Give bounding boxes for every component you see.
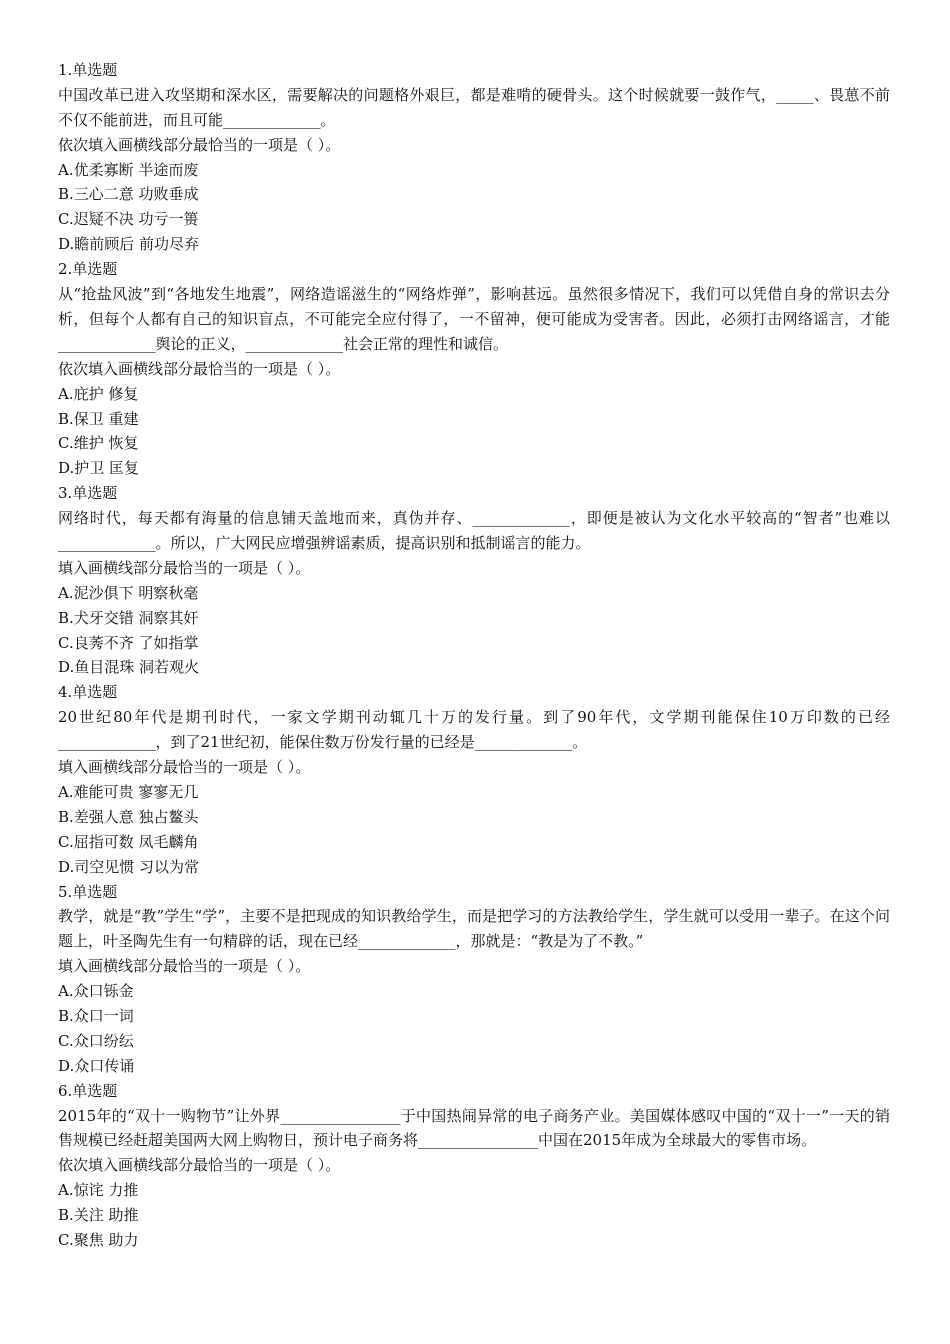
question-header: 2.单选题	[58, 260, 118, 279]
option-b: B.犬牙交错 洞察其奸	[58, 608, 199, 627]
question-header: 6.单选题	[58, 1081, 118, 1100]
question-prompt: 依次填入画横线部分最恰当的一项是（ ）。	[58, 359, 341, 378]
option-d: D.护卫 匡复	[58, 459, 140, 478]
option-c: C.良莠不齐 了如指掌	[58, 633, 199, 652]
question-stem: 中国改革已进入攻坚期和深水区，需要解决的问题格外艰巨，都是难啃的硬骨头。这个时候就要一鼓作气，_____、畏葸不前不仅不能前进，而且可能_____________。	[58, 85, 890, 129]
option-d: D.鱼目混珠 洞若观火	[58, 658, 200, 677]
option-b: B.关注 助推	[58, 1206, 139, 1225]
option-b: B.三心二意 功败垂成	[58, 185, 199, 204]
option-d: D.司空见惯 习以为常	[58, 857, 200, 876]
option-c: C.迟疑不决 功亏一篑	[58, 210, 199, 229]
question-stem: 从“抢盐风波”到“各地发生地震”，网络造谣滋生的“网络炸弹”，影响甚远。虽然很多情况下，我们可以凭借自身的常识去分析，但每个人都有自己的知识盲点，不可能完全应付得了，一不留神，便可能成为受害者。因此，必须打击网络谣言，才能_____________舆论的正义，_____________社会正常的理性和诚信。	[58, 285, 890, 353]
option-a: A.惊诧 力推	[58, 1181, 139, 1200]
question-prompt: 依次填入画横线部分最恰当的一项是（ ）。	[58, 1156, 341, 1175]
option-b: B.差强人意 独占鳌头	[58, 807, 199, 826]
question-header: 3.单选题	[58, 484, 118, 503]
question-prompt: 填入画横线部分最恰当的一项是（ ）。	[58, 758, 311, 777]
option-d: D.瞻前顾后 前功尽弃	[58, 235, 200, 254]
option-b: B.保卫 重建	[58, 409, 139, 428]
question-header: 4.单选题	[58, 683, 118, 702]
question-4	[58, 680, 890, 879]
question-prompt: 填入画横线部分最恰当的一项是（ ）。	[58, 558, 311, 577]
question-6	[58, 1079, 890, 1253]
option-a: A.众口铄金	[58, 982, 134, 1001]
option-c: C.众口纷纭	[58, 1031, 134, 1050]
document-page	[58, 58, 890, 1253]
question-3	[58, 481, 890, 680]
question-stem: 教学，就是“教”学生“学”，主要不是把现成的知识教给学生，而是把学习的方法教给学生，学生就可以受用一辈子。在这个问题上，叶圣陶先生有一句精辟的话，现在已经_____________，那就是：“教是为了不教。”	[58, 907, 890, 951]
option-d: D.众口传诵	[58, 1056, 135, 1075]
question-header: 1.单选题	[58, 61, 118, 79]
question-2	[58, 257, 890, 481]
option-a: A.优柔寡断 半途而废	[58, 160, 199, 179]
question-prompt: 填入画横线部分最恰当的一项是（ ）。	[58, 957, 311, 976]
option-c: C.维护 恢复	[58, 434, 139, 453]
option-c: C.屈指可数 凤毛麟角	[58, 832, 199, 851]
option-a: A.难能可贵 寥寥无几	[58, 782, 199, 801]
question-1	[58, 58, 890, 257]
question-5	[58, 880, 890, 1079]
question-prompt: 依次填入画横线部分最恰当的一项是（ ）。	[58, 135, 341, 154]
option-c: C.聚焦 助力	[58, 1231, 139, 1250]
option-b: B.众口一词	[58, 1007, 134, 1026]
option-a: A.泥沙俱下 明察秋毫	[58, 583, 199, 602]
question-header: 5.单选题	[58, 882, 118, 901]
option-a: A.庇护 修复	[58, 384, 139, 403]
question-stem: 网络时代，每天都有海量的信息铺天盖地而来，真伪并存、_____________，即便是被认为文化水平较高的“智者”也难以_____________。所以，广大网民应增强辨谣素质，提高识别和抵制谣言的能力。	[58, 509, 890, 553]
question-stem: 20世纪80年代是期刊时代，一家文学期刊动辄几十万的发行量。到了90年代，文学期刊能保住10万印数的已经_____________，到了21世纪初，能保住数万份发行量的已经是_____________。	[58, 708, 890, 752]
question-stem: 2015年的“双十一购物节”让外界________________于中国热闹异常的电子商务产业。美国媒体感叹中国的“双十一”一天的销售规模已经赶超美国两大网上购物日，预计电子商务将________________中国在2015年成为全球最大的零售市场。	[58, 1106, 890, 1150]
